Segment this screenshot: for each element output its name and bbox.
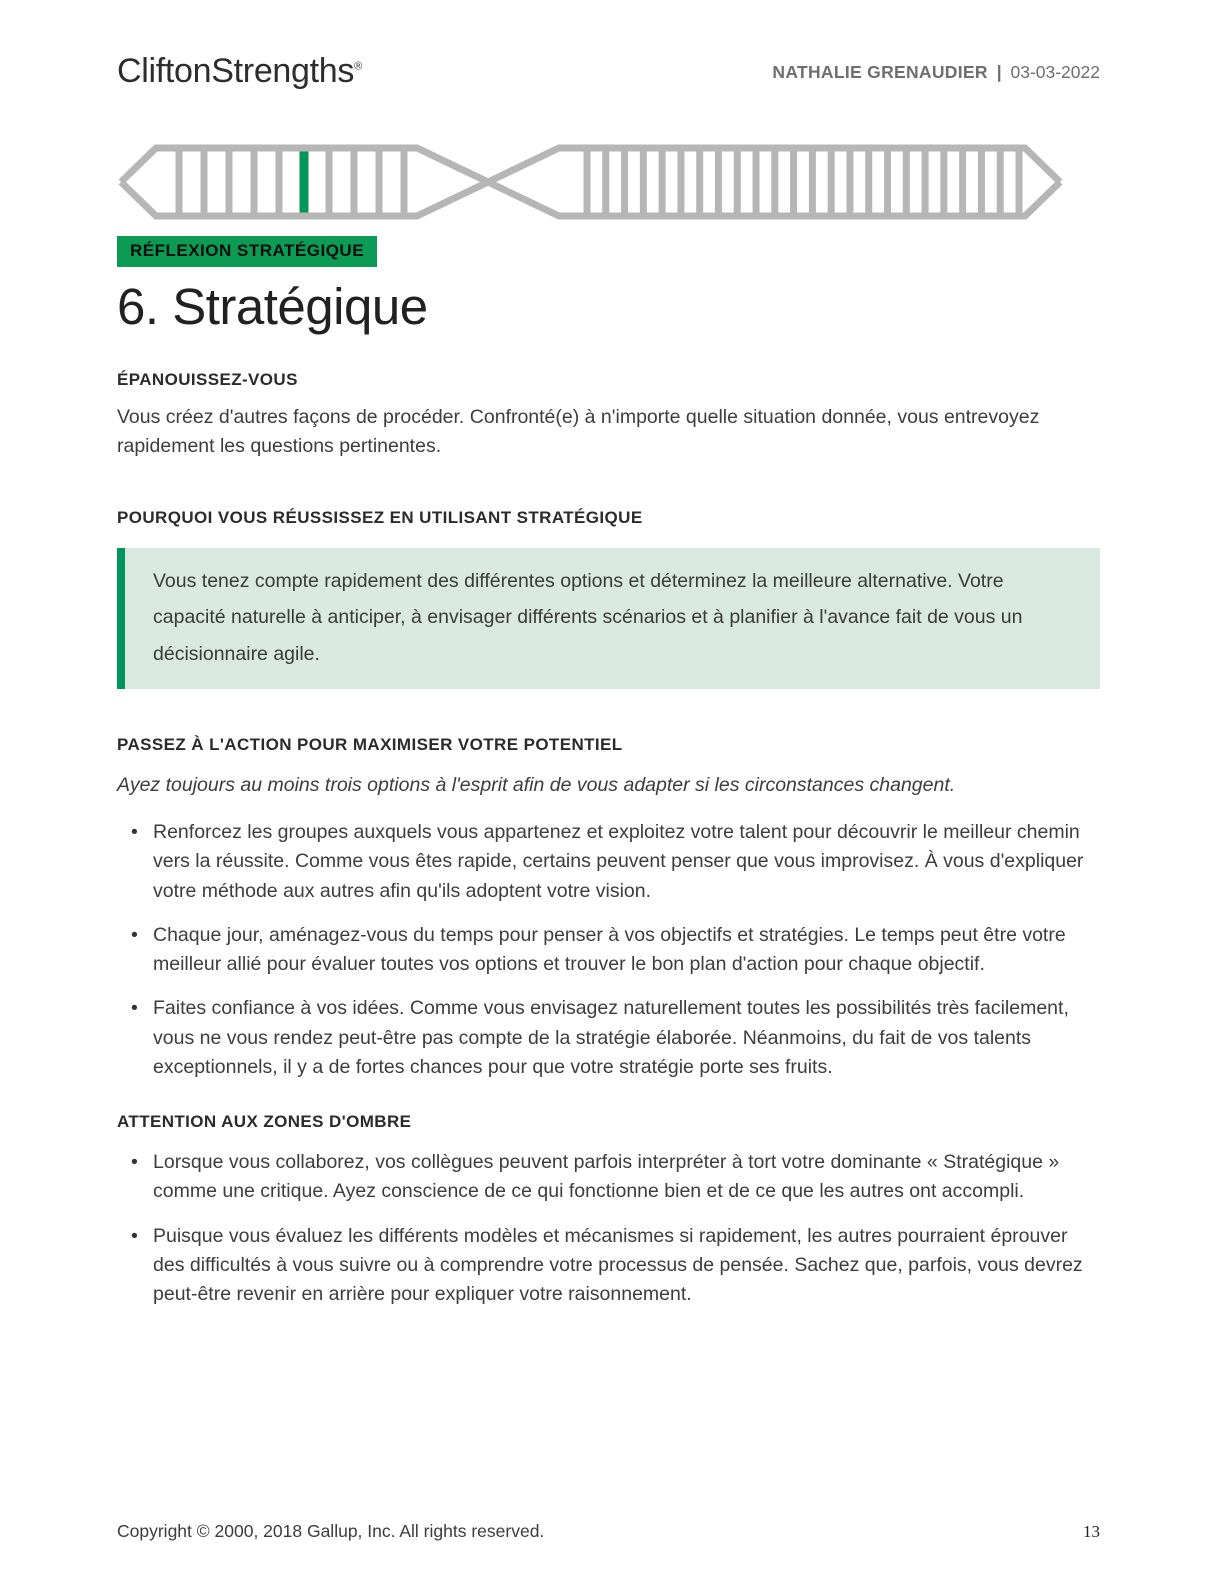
action-intro: Ayez toujours au moins trois options à l'esprit afin de vous adapter si les circonstances changent. bbox=[117, 773, 956, 796]
logo-text: CliftonStrengths bbox=[117, 52, 355, 90]
list-item: • Faites confiance à vos idées. Comme vous envisagez naturellement toutes les possibilités très facilement, vous ne vous rendez peut-être pas compte de la stratégie élaborée. Néanmoins, du fait de vos talents exceptionnels, il y a de fortes chances pour que votre stratégie porte ses fruits. bbox=[117, 994, 1100, 1082]
page-number: 13 bbox=[1083, 1522, 1100, 1541]
section-thrive bbox=[117, 370, 1100, 462]
report-meta bbox=[772, 52, 1100, 83]
page-footer bbox=[117, 1521, 1100, 1542]
domain-badge: RÉFLEXION STRATÉGIQUE bbox=[117, 236, 377, 267]
action-heading: PASSEZ À L'ACTION POUR MAXIMISER VOTRE POTENTIEL bbox=[117, 734, 623, 754]
theme-title: 6. Stratégique bbox=[117, 278, 428, 335]
page-header bbox=[117, 52, 1100, 91]
report-date: 03-03-2022 bbox=[1010, 62, 1100, 82]
strengths-dna-graphic bbox=[117, 141, 1100, 223]
thrive-heading: ÉPANOUISSEZ-VOUS bbox=[117, 370, 298, 390]
registered-mark-icon: ® bbox=[354, 60, 362, 73]
list-item: • Chaque jour, aménagez-vous du temps pour penser à vos objectifs et stratégies. Le temps peut être votre meilleur allié pour évaluer toutes vos options et trouver le bon plan d'action pour chaque objectif. bbox=[117, 921, 1100, 980]
meta-separator: | bbox=[996, 62, 1002, 82]
section-take-action bbox=[117, 735, 1100, 1082]
user-name: NATHALIE GRENAUDIER bbox=[772, 62, 988, 82]
blindspots-heading: ATTENTION AUX ZONES D'OMBRE bbox=[117, 1112, 412, 1132]
list-item: • Puisque vous évaluez les différents modèles et mécanismes si rapidement, les autres pourraient éprouver des difficultés à vous suivre ou à comprendre votre processus de pensée. Sachez que, parfois, vous devrez peut-être revenir en arrière pour expliquer votre raisonnement. bbox=[117, 1222, 1100, 1310]
thrive-paragraph: Vous créez d'autres façons de procéder. Confronté(e) à n'importe quelle situation donnée, vous entrevoyez rapidement les questions pertinentes. bbox=[117, 406, 1040, 458]
dna-ribbon-icon bbox=[117, 141, 1089, 223]
list-item: • Lorsque vous collaborez, vos collègues peuvent parfois interpréter à tort votre dominante « Stratégique » comme une critique. Ayez conscience de ce qui fonctionne bien et de ce que les autres ont accompli. bbox=[117, 1148, 1100, 1207]
copyright-text: Copyright © 2000, 2018 Gallup, Inc. All rights reserved. bbox=[117, 1521, 545, 1541]
why-heading: POURQUOI VOUS RÉUSSISSEZ EN UTILISANT STRATÉGIQUE bbox=[117, 507, 643, 527]
section-blind-spots bbox=[117, 1112, 1100, 1309]
list-item: • Renforcez les groupes auxquels vous appartenez et exploitez votre talent pour découvrir le meilleur chemin vers la réussite. Comme vous êtes rapide, certains peuvent penser que vous improvisez. À vous d'expliquer votre méthode aux autres afin qu'ils adoptent votre vision. bbox=[117, 818, 1100, 906]
why-quote-block: Vous tenez compte rapidement des différentes options et déterminez la meilleure alternative. Votre capacité naturelle à anticiper, à envisager différents scénarios et à planifier à l'avance fait de vous un décisionnaire agile. bbox=[117, 548, 1100, 689]
blindspots-bullet-list bbox=[117, 1148, 1100, 1309]
section-why-succeed bbox=[117, 508, 1100, 689]
clifton-strengths-logo bbox=[117, 52, 362, 91]
action-bullet-list bbox=[117, 818, 1100, 1082]
